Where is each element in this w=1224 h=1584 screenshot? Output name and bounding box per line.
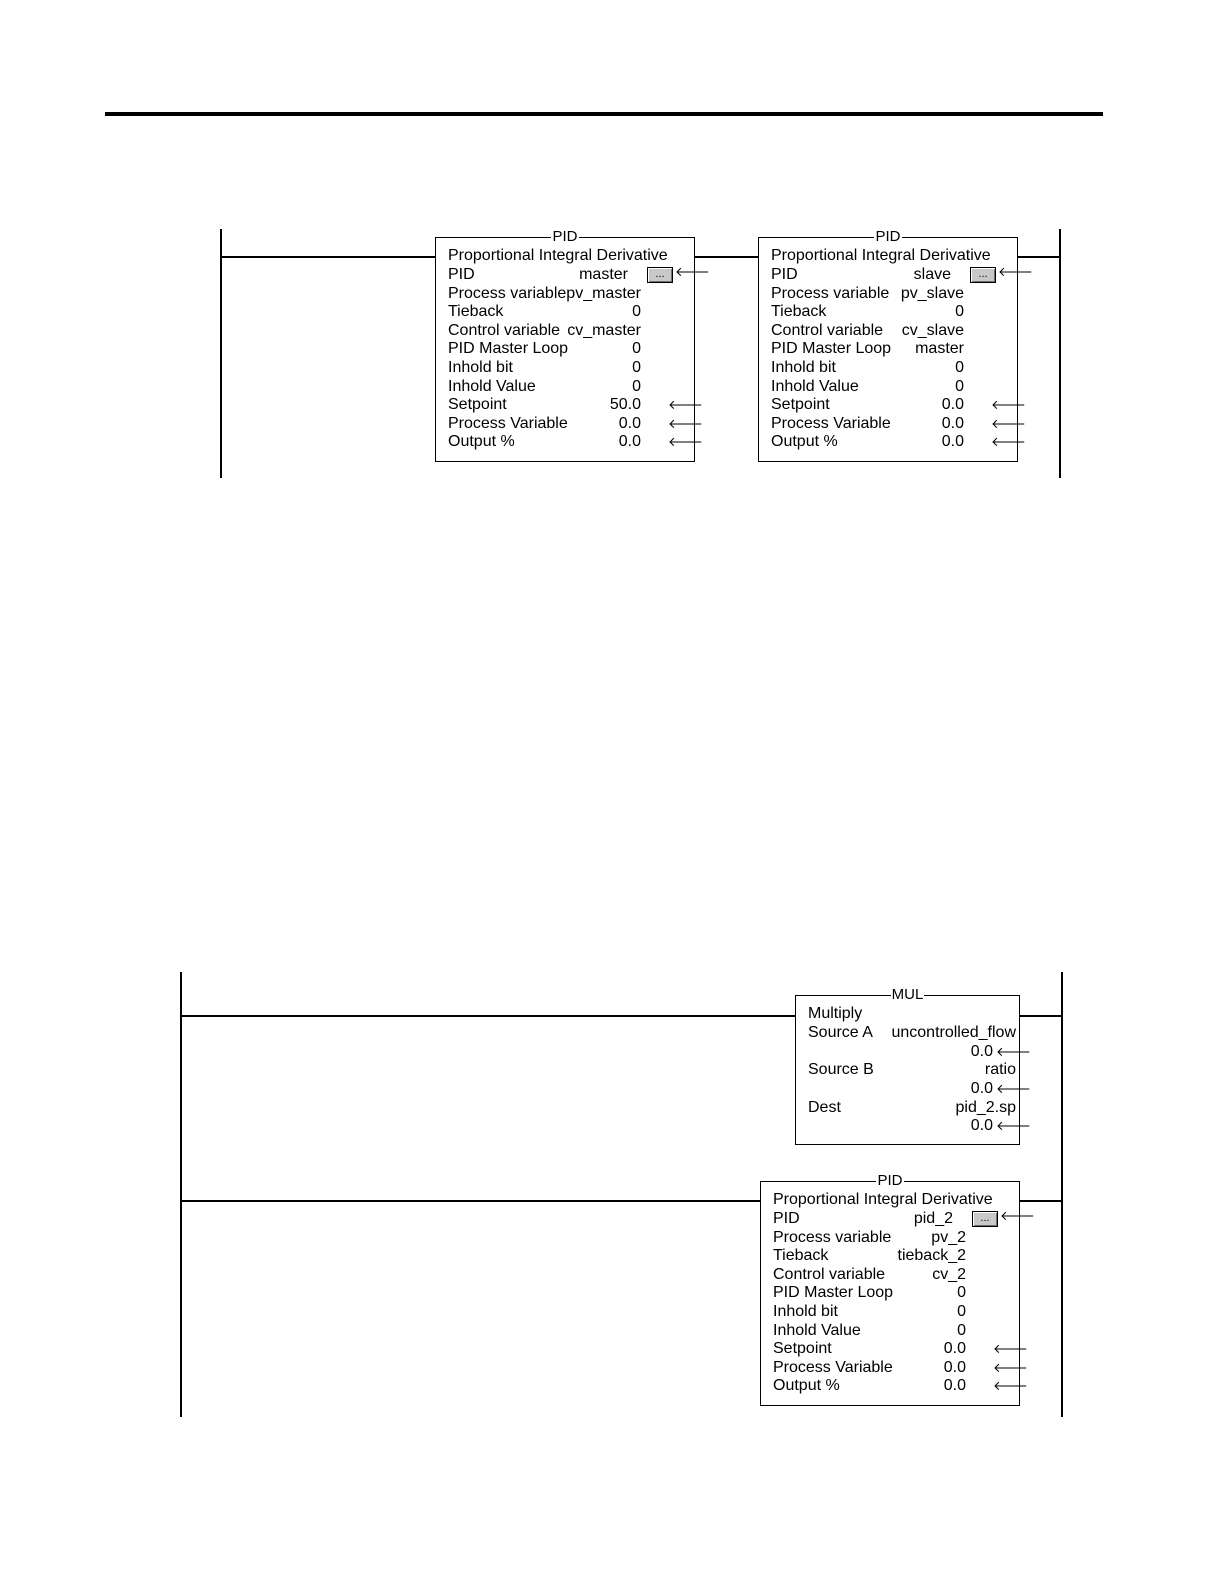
rung-wire (220, 256, 436, 258)
param-label: Setpoint (771, 396, 830, 414)
param-label: PID (771, 266, 798, 283)
param-row-inhold-value[interactable] (771, 378, 1007, 397)
param-label: Control variable (773, 1265, 886, 1283)
left-arrow-icon: 🡐 (675, 264, 710, 279)
dest-value: 0.0 (970, 1117, 993, 1134)
block-title: PID (875, 228, 901, 245)
pid-instruction-master[interactable] (435, 228, 710, 462)
left-arrow-icon: 🡐 (991, 415, 1026, 431)
block-title: PID (552, 228, 578, 245)
param-value[interactable]: 0.0 (618, 433, 641, 451)
page-top-rule (105, 112, 1103, 116)
param-label: Output % (773, 1377, 840, 1395)
left-arrow-icon: 🡐 (993, 1359, 1028, 1375)
rung-wire (694, 256, 759, 258)
param-label: Control variable (771, 321, 884, 339)
left-arrow-icon: 🡐 (668, 415, 703, 431)
source-b-value-row (808, 1080, 1031, 1099)
block-title: MUL (891, 986, 924, 1003)
param-value[interactable]: 0 (632, 377, 641, 395)
param-row-inhold-bit[interactable] (773, 1303, 1009, 1322)
param-row-inhold-bit[interactable] (771, 359, 1007, 378)
param-value[interactable]: cv_master (567, 321, 641, 339)
param-row-control-variable[interactable] (448, 322, 684, 341)
param-label: Inhold Value (771, 377, 859, 395)
right-power-rail (1061, 972, 1063, 1417)
pid-instruction-pid-2[interactable] (760, 1172, 1035, 1406)
block-description: Proportional Integral Derivative (448, 247, 668, 264)
param-value[interactable]: 0 (632, 340, 641, 358)
left-power-rail (220, 229, 222, 478)
param-row-inhold-value[interactable] (773, 1322, 1009, 1341)
param-label: Tieback (448, 303, 504, 321)
rung-wire (1017, 256, 1061, 258)
param-label: Process Variable (448, 414, 568, 432)
param-label: PID (773, 1210, 800, 1227)
param-value[interactable]: 0 (957, 1303, 966, 1320)
param-label: Inhold Value (773, 1321, 861, 1339)
param-value[interactable]: pv_master (566, 284, 641, 302)
block-title: PID (877, 1172, 903, 1189)
param-label: PID Master Loop (771, 340, 892, 358)
param-row-tieback[interactable] (773, 1247, 1009, 1266)
param-label: Process variable (448, 284, 567, 302)
param-row-output[interactable] (773, 1377, 1028, 1396)
left-arrow-icon: 🡐 (991, 434, 1026, 450)
param-row-process-variable[interactable] (771, 414, 1026, 434)
param-row-output[interactable] (448, 433, 703, 452)
ellipsis-button[interactable]: ... (647, 267, 673, 283)
param-row-control-variable[interactable] (773, 1266, 1009, 1285)
param-row-process-variable[interactable] (773, 1358, 1028, 1378)
rung-wire (180, 1015, 796, 1017)
param-row-tieback[interactable] (448, 303, 684, 322)
ellipsis-button[interactable]: ... (970, 267, 996, 283)
param-row-control-variable[interactable] (771, 322, 1007, 341)
param-value[interactable]: tieback_2 (897, 1247, 966, 1265)
source-a-row[interactable] (808, 1024, 1016, 1043)
source-b-label: Source B (808, 1061, 874, 1078)
param-value[interactable]: 0 (955, 303, 964, 321)
branch-wire (180, 1200, 761, 1202)
param-value[interactable]: 0 (955, 359, 964, 376)
param-label: Setpoint (448, 396, 507, 414)
source-b-row[interactable] (808, 1061, 1016, 1080)
param-label: Process variable (773, 1228, 892, 1246)
param-value[interactable]: 0 (957, 1321, 966, 1339)
param-row-inhold-bit[interactable] (448, 359, 684, 378)
param-value[interactable]: 50.0 (609, 396, 641, 414)
param-value[interactable]: pv_slave (900, 284, 964, 302)
param-label: Inhold bit (771, 359, 836, 376)
left-arrow-icon: 🡐 (998, 264, 1033, 279)
left-arrow-icon: 🡐 (1000, 1208, 1035, 1223)
param-label: Inhold Value (448, 377, 536, 395)
param-value[interactable]: 0.0 (943, 1377, 966, 1395)
source-a-tag[interactable]: uncontrolled_flow (891, 1024, 1016, 1041)
param-value[interactable]: pid_2 (913, 1210, 953, 1227)
param-value[interactable]: 0.0 (941, 414, 964, 432)
dest-value-row (808, 1117, 1031, 1136)
param-row-pid[interactable] (773, 1208, 1035, 1229)
param-label: Output % (448, 433, 515, 451)
param-row-pid-master-loop[interactable] (448, 340, 684, 359)
source-b-value: 0.0 (970, 1080, 993, 1097)
param-value[interactable]: cv_2 (932, 1265, 966, 1283)
param-value[interactable]: 0 (957, 1284, 966, 1302)
param-row-inhold-value[interactable] (448, 378, 684, 397)
param-label: Tieback (773, 1247, 829, 1265)
right-power-rail (1059, 229, 1061, 478)
param-label: Setpoint (773, 1340, 832, 1358)
param-row-pid[interactable] (771, 264, 1033, 285)
pid-instruction-slave[interactable] (758, 228, 1033, 462)
param-label: PID (448, 266, 475, 283)
param-value[interactable]: master (915, 340, 964, 358)
left-arrow-icon: 🡐 (668, 397, 703, 413)
param-row-setpoint[interactable] (771, 396, 1026, 415)
param-row-process-variable[interactable] (771, 285, 1007, 304)
source-a-value: 0.0 (970, 1043, 993, 1060)
param-label: Inhold bit (773, 1303, 838, 1320)
param-value[interactable]: master (579, 266, 628, 283)
param-row-setpoint[interactable] (448, 396, 703, 415)
param-row-process-variable[interactable] (773, 1229, 1009, 1248)
param-row-pid-master-loop[interactable] (771, 340, 1007, 359)
left-arrow-icon: 🡐 (991, 397, 1026, 413)
param-row-tieback[interactable] (771, 303, 1007, 322)
block-description: Multiply (808, 1005, 863, 1022)
left-arrow-icon: 🡐 (993, 1378, 1028, 1394)
param-value[interactable]: pv_2 (931, 1228, 966, 1246)
source-b-tag[interactable]: ratio (984, 1061, 1016, 1078)
left-arrow-icon: 🡐 (996, 1118, 1031, 1133)
mul-instruction[interactable] (795, 986, 1031, 1145)
param-value[interactable]: slave (913, 266, 951, 283)
param-value[interactable]: 0.0 (941, 433, 964, 451)
param-label: Process Variable (771, 414, 891, 432)
param-value[interactable]: 0 (632, 303, 641, 321)
param-value[interactable]: 0 (955, 377, 964, 395)
param-row-pid[interactable] (448, 264, 710, 285)
rung-wire (1019, 1015, 1063, 1017)
dest-tag[interactable]: pid_2.sp (955, 1099, 1016, 1116)
param-row-setpoint[interactable] (773, 1340, 1028, 1359)
branch-wire (1019, 1200, 1063, 1202)
param-label: PID Master Loop (448, 340, 569, 358)
param-label: Control variable (448, 321, 561, 339)
param-row-pid-master-loop[interactable] (773, 1284, 1009, 1303)
param-value[interactable]: cv_slave (901, 321, 964, 339)
param-label: Tieback (771, 303, 827, 321)
left-arrow-icon: 🡐 (993, 1341, 1028, 1357)
param-value[interactable]: 0 (632, 359, 641, 376)
param-value[interactable]: 0.0 (941, 396, 964, 414)
param-label: Process Variable (773, 1358, 893, 1376)
left-arrow-icon: 🡐 (996, 1044, 1031, 1059)
source-a-value-row (808, 1043, 1031, 1062)
dest-row[interactable] (808, 1099, 1016, 1118)
param-value[interactable]: 0.0 (943, 1340, 966, 1358)
block-description: Proportional Integral Derivative (773, 1191, 993, 1208)
block-description: Proportional Integral Derivative (771, 247, 991, 264)
ellipsis-button[interactable]: ... (972, 1211, 998, 1227)
param-row-output[interactable] (771, 433, 1026, 452)
left-arrow-icon: 🡐 (996, 1081, 1031, 1096)
param-label: Output % (771, 433, 838, 451)
param-label: Inhold bit (448, 359, 513, 376)
param-value[interactable]: 0.0 (943, 1358, 966, 1376)
source-a-label: Source A (808, 1024, 873, 1041)
param-row-process-variable[interactable] (448, 414, 703, 434)
param-value[interactable]: 0.0 (618, 414, 641, 432)
param-label: Process variable (771, 284, 890, 302)
param-row-process-variable[interactable] (448, 285, 684, 304)
left-power-rail (180, 972, 182, 1417)
dest-label: Dest (808, 1099, 841, 1116)
param-label: PID Master Loop (773, 1284, 894, 1302)
left-arrow-icon: 🡐 (668, 434, 703, 450)
